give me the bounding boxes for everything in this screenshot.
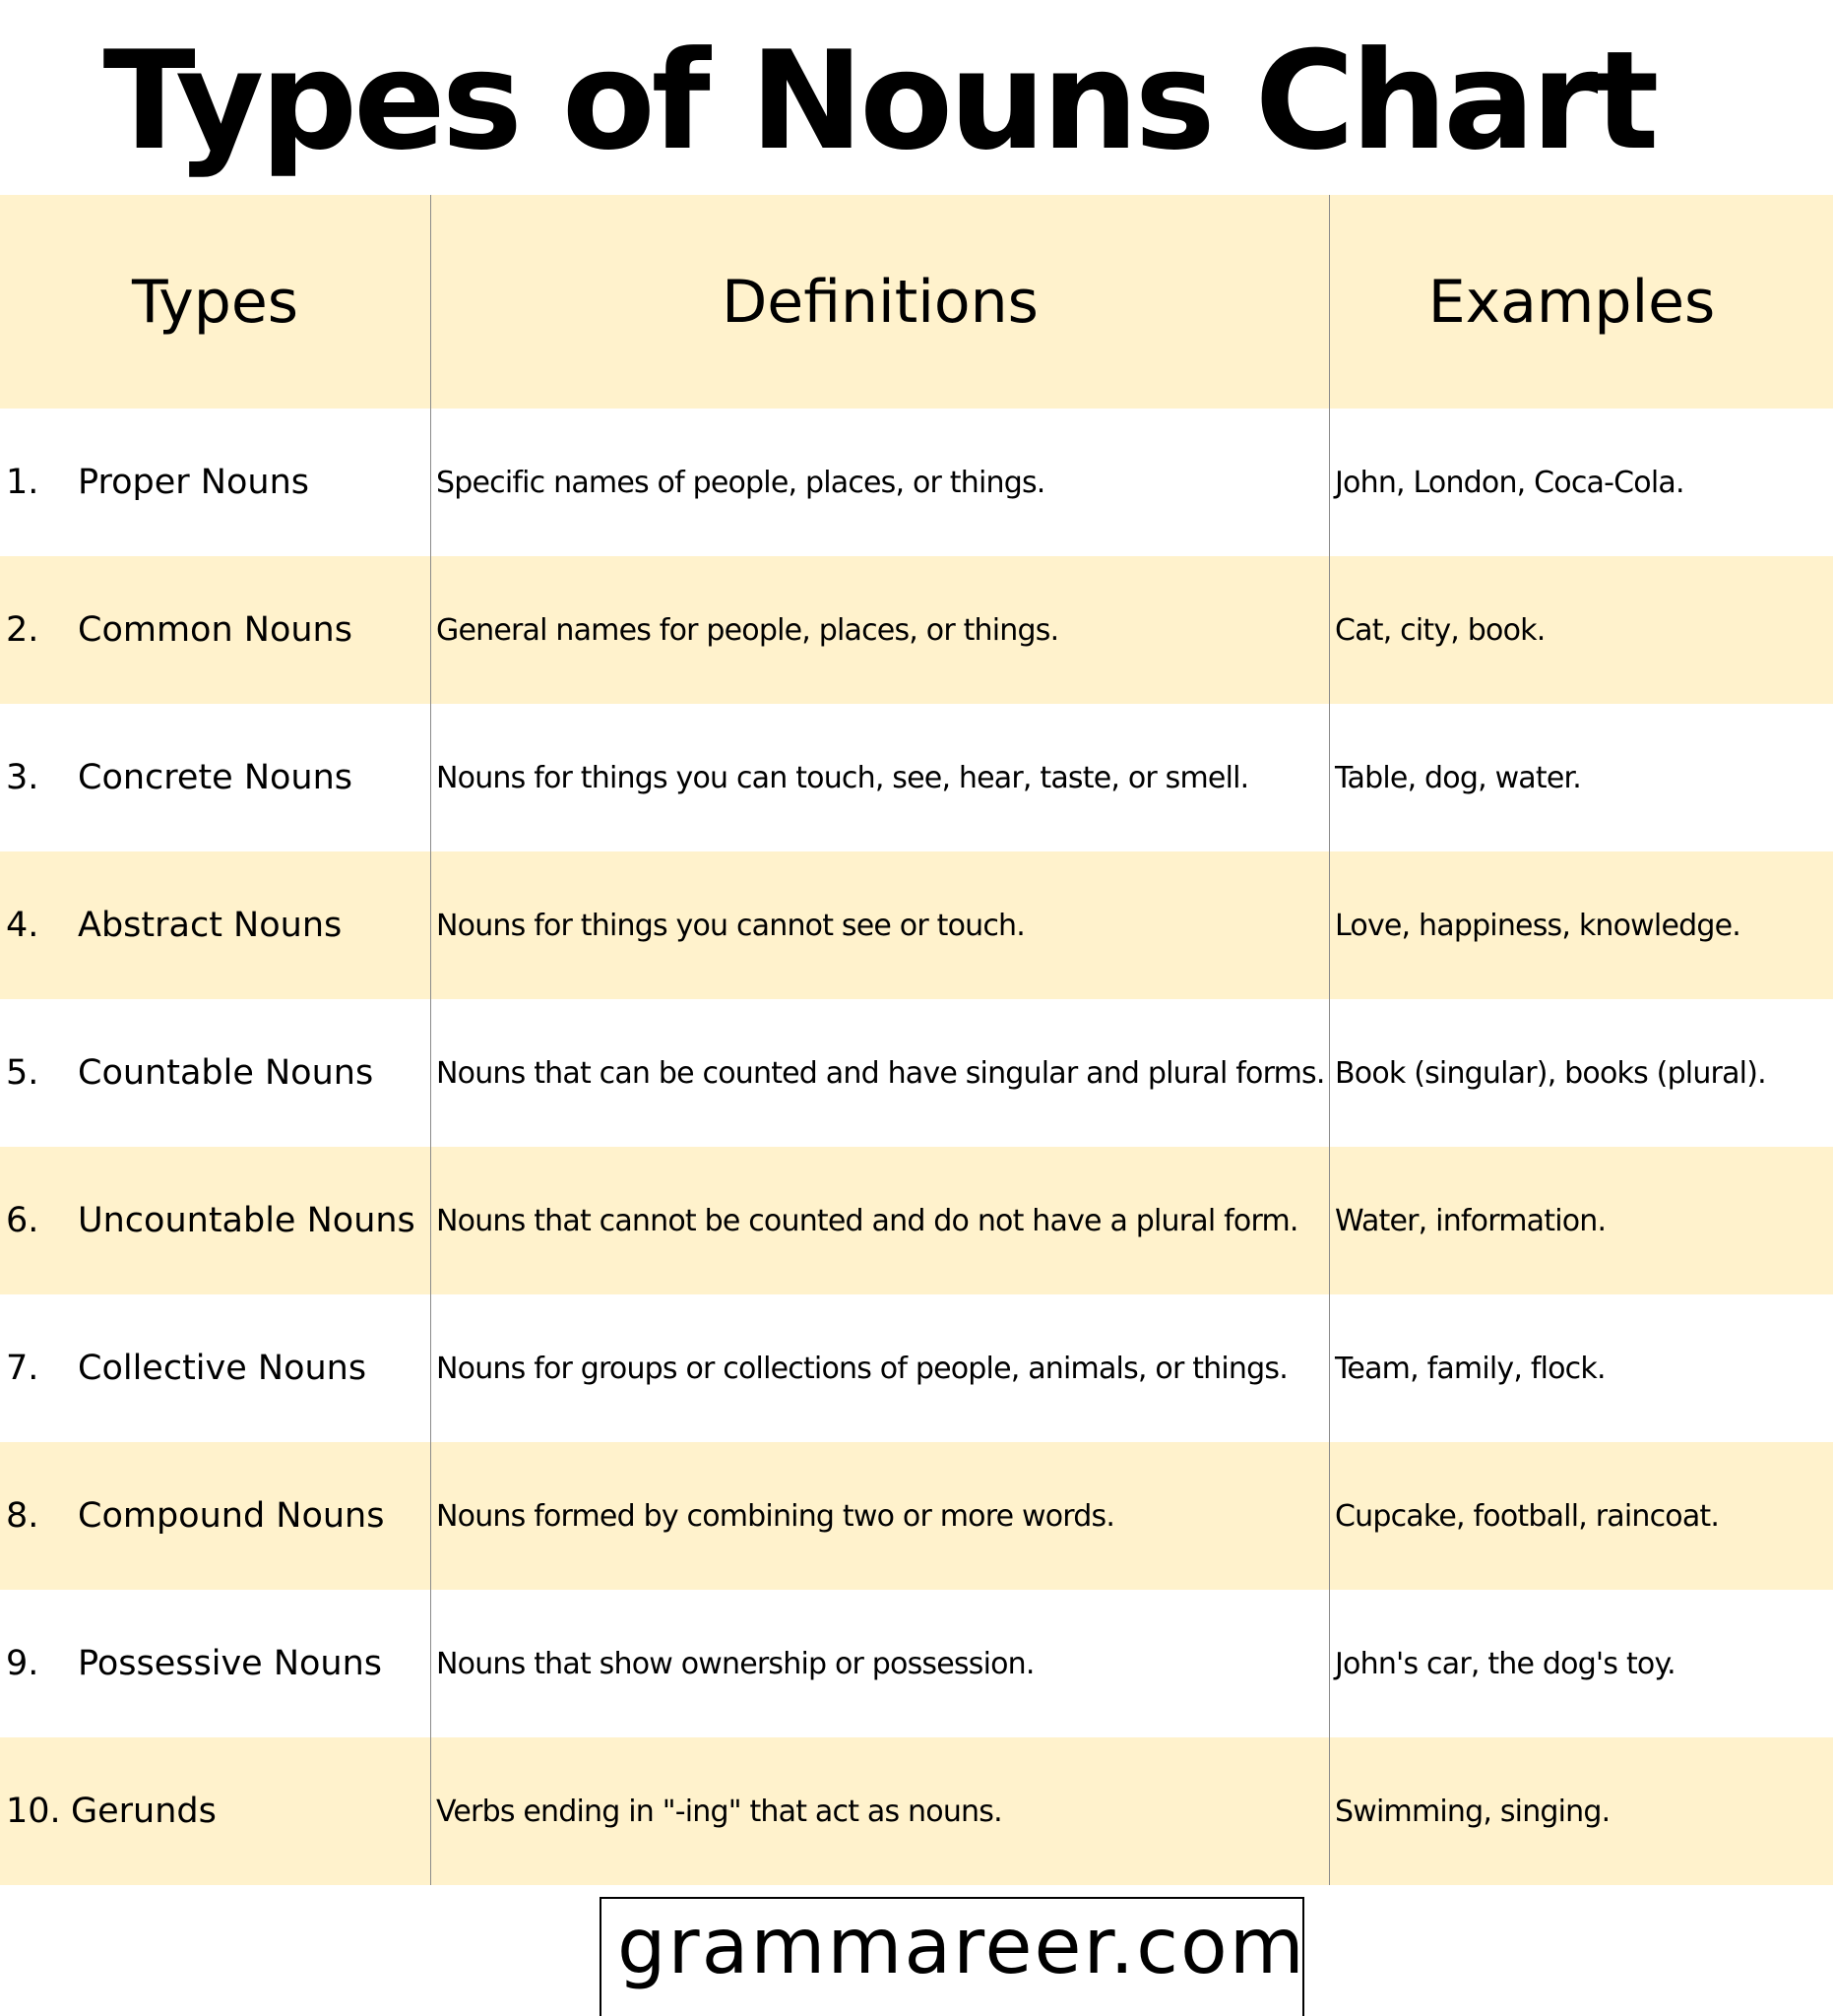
row-number: 8. <box>6 1496 39 1536</box>
noun-type: Proper Nouns <box>78 463 309 502</box>
row-number: 7. <box>6 1349 39 1388</box>
examples: Table, dog, water. <box>1335 760 1582 795</box>
definition: General names for people, places, or things. <box>436 612 1059 648</box>
noun-type: Uncountable Nouns <box>78 1201 415 1240</box>
row-number: 6. <box>6 1201 39 1240</box>
definition: Specific names of people, places, or things. <box>436 465 1045 500</box>
examples: Swimming, singing. <box>1335 1794 1611 1829</box>
site-logo-box <box>600 1897 1304 2016</box>
table-row <box>0 1294 1833 1442</box>
examples: Love, happiness, knowledge. <box>1335 908 1740 943</box>
table-row <box>0 1442 1833 1590</box>
examples: Team, family, flock. <box>1335 1351 1606 1386</box>
definition: Verbs ending in "-ing" that act as nouns. <box>436 1794 1002 1829</box>
definition: Nouns for things you can touch, see, hear, taste, or smell. <box>436 760 1249 795</box>
row-number: 9. <box>6 1644 39 1683</box>
site-name: grammareer.com <box>617 1903 1306 1991</box>
examples: Book (singular), books (plural). <box>1335 1055 1766 1091</box>
table-row <box>0 851 1833 999</box>
nouns-table <box>0 195 1833 1885</box>
noun-type: Countable Nouns <box>78 1053 374 1093</box>
table-row <box>0 1737 1833 1885</box>
definition: Nouns that cannot be counted and do not have a plural form. <box>436 1203 1298 1238</box>
noun-type: Gerunds <box>71 1792 217 1831</box>
row-number: 1. <box>6 463 39 502</box>
examples: Cat, city, book. <box>1335 612 1546 648</box>
page-title: Types of Nouns Chart <box>102 22 1656 180</box>
noun-type: Compound Nouns <box>78 1496 385 1536</box>
table-row <box>0 704 1833 851</box>
row-number: 2. <box>6 610 39 650</box>
table-row <box>0 1590 1833 1737</box>
definition: Nouns formed by combining two or more words. <box>436 1498 1115 1534</box>
table-header-row <box>0 195 1833 409</box>
row-number: 10. <box>6 1792 61 1831</box>
noun-type: Collective Nouns <box>78 1349 367 1388</box>
table-row <box>0 999 1833 1147</box>
examples: John, London, Coca-Cola. <box>1335 465 1684 500</box>
table-row <box>0 556 1833 704</box>
header-definitions: Definitions <box>430 195 1329 409</box>
definition: Nouns for things you cannot see or touch. <box>436 908 1026 943</box>
noun-type: Possessive Nouns <box>78 1644 383 1683</box>
definition: Nouns for groups or collections of people, animals, or things. <box>436 1351 1288 1386</box>
examples: Water, information. <box>1335 1203 1607 1238</box>
header-types: Types <box>131 267 299 337</box>
noun-type: Common Nouns <box>78 610 352 650</box>
examples: Cupcake, football, raincoat. <box>1335 1498 1720 1534</box>
definition: Nouns that show ownership or possession. <box>436 1646 1035 1681</box>
examples: John's car, the dog's toy. <box>1335 1646 1675 1681</box>
row-number: 4. <box>6 906 39 945</box>
row-number: 5. <box>6 1053 39 1093</box>
definition: Nouns that can be counted and have singular and plural forms. <box>436 1055 1325 1091</box>
table-row <box>0 409 1833 556</box>
noun-type: Abstract Nouns <box>78 906 343 945</box>
header-examples: Examples <box>1329 195 1833 409</box>
row-number: 3. <box>6 758 39 797</box>
noun-type: Concrete Nouns <box>78 758 353 797</box>
table-row <box>0 1147 1833 1294</box>
